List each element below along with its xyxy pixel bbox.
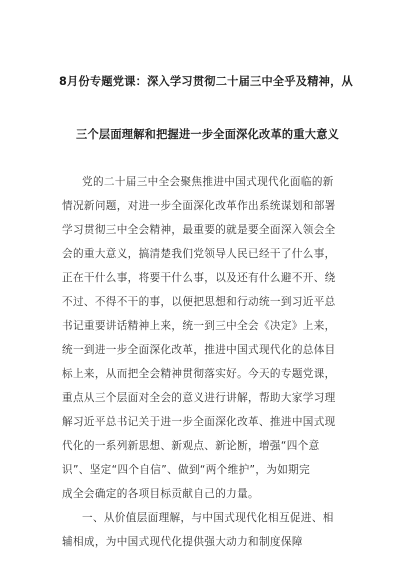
document-title-line-2: 三个层面理解和把握进一步全面深化改革的重大意义 [76,128,340,141]
paragraph-line: 标上来，从而把全会精神贯彻落实好。今天的专题党课， [62,368,336,380]
paragraph-line: 会的重大意义，搞清楚我们党领导人民已经干了什么事， [62,248,336,260]
paragraph-line: 学习贯彻三中全会精神，最重要的就是要全面深入领会全 [62,224,336,236]
paragraph-line: 书记重要讲话精神上来，统一到三中全会《决定》上来， [62,320,336,332]
paragraph-line: 情况新问题，对进一步全面深化改革作出系统谋划和部署 [62,200,336,212]
paragraph-line: 重点从三个层面对全会的意义进行讲解，帮助大家学习理 [62,392,336,404]
paragraph-line: 统一到进一步全面深化改革，推进中国式现代化的总体目 [62,344,336,356]
paragraph-line: 不过、不得不干的事，以便把思想和行动统一到习近平总 [62,296,336,308]
paragraph-line: 辅相成，为中国式现代化提供强大动力和制度保障 [62,536,303,548]
document-title-line-1: 8月份专题党课：深入学习贯彻二十届三中全乎及精神，从 [59,75,353,88]
paragraph-line: 代化的一系列新思想、新观点、新论断，增强“四个意 [62,440,320,452]
paragraph-line: 正在干什么事，将要干什么事，以及还有什么避不开、绕 [62,272,336,284]
paragraph-line: 解习近平总书记关于进一步全面深化改革、推进中国式现 [62,416,336,428]
paragraph-line: 成全会确定的各项目标贡献自己的力量。 [62,488,259,500]
paragraph-line: 党的二十届三中全会聚焦推进中国式现代化面临的新 [82,176,334,188]
paragraph-line: 一、从价值层面理解，与中国式现代化相互促进、相 [82,512,334,524]
paragraph-line: 识”、坚定“四个自信”、做到“两个维护”，为如期完 [62,464,311,476]
